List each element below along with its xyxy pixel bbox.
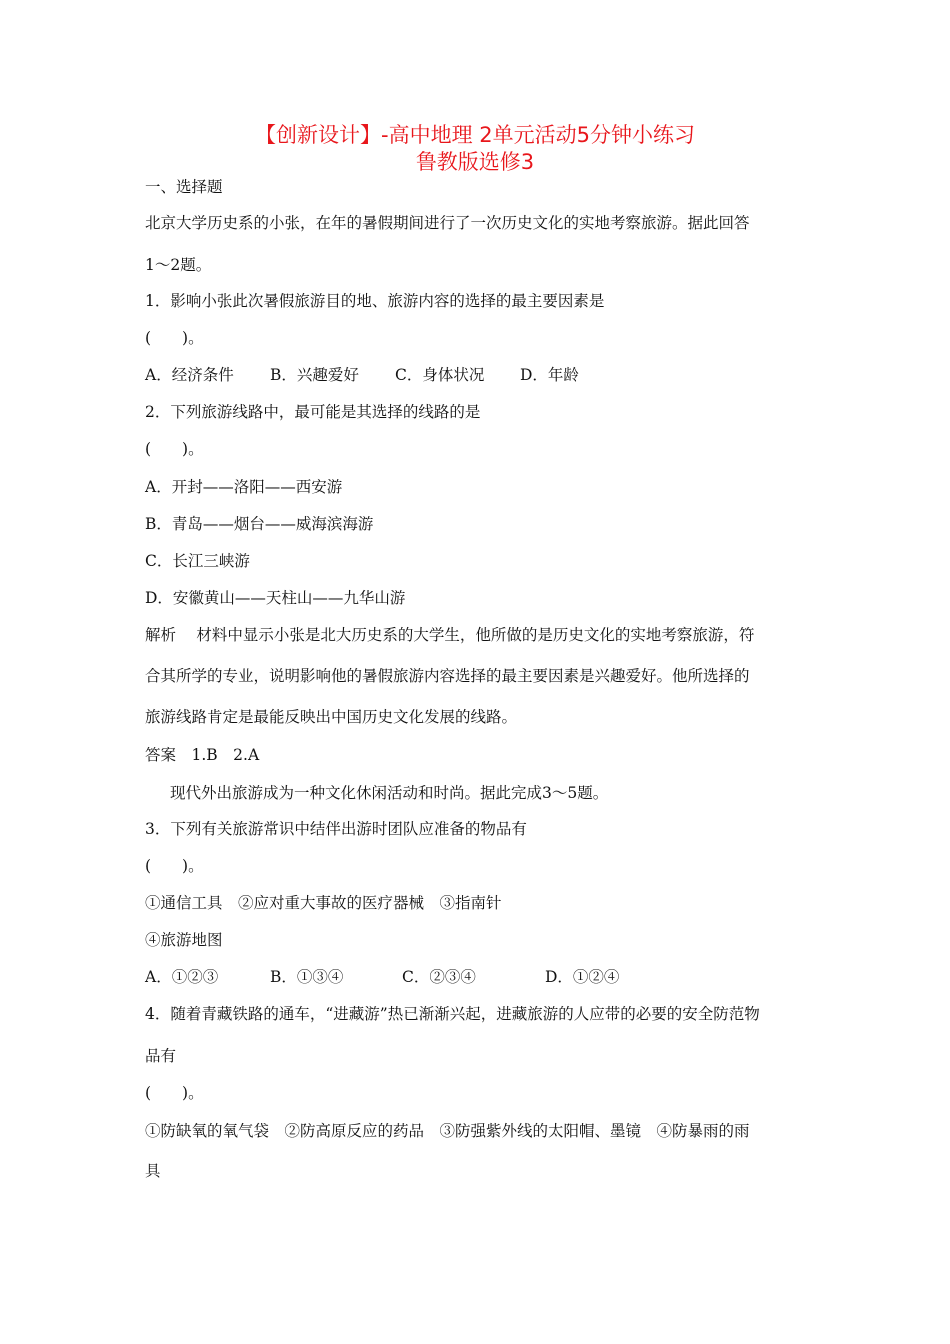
q4-stem-line-2: 品有 [145, 1047, 177, 1065]
q2-option-a: A．开封——洛阳——西安游 [145, 478, 343, 496]
q1-option-b: B．兴趣爱好 [270, 366, 359, 384]
q3-items-line-2: ④旅游地图 [145, 931, 223, 949]
analysis-line-2: 合其所学的专业，说明影响他的暑假旅游内容选择的最主要因素是兴趣爱好。他所选择的 [145, 667, 750, 685]
q2-option-c: C．长江三峡游 [145, 552, 250, 570]
q2-option-d: D．安徽黄山——天柱山——九华山游 [145, 589, 406, 607]
passage2-line: 现代外出旅游成为一种文化休闲活动和时尚。据此完成3～5题。 [170, 784, 609, 802]
document-title-line-1: 【创新设计】-高中地理 2单元活动5分钟小练习 [255, 123, 695, 147]
q3-option-b: B．①③④ [270, 968, 344, 986]
q3-stem: 3．下列有关旅游常识中结伴出游时团队应准备的物品有 [145, 820, 527, 838]
analysis-line-1: 解析 材料中显示小张是北大历史系的大学生，他所做的是历史文化的实地考察旅游，符 [145, 626, 755, 644]
q2-stem: 2．下列旅游线路中，最可能是其选择的线路的是 [145, 403, 481, 421]
q1-paren: ( )。 [145, 329, 204, 347]
q4-items-line-1: ①防缺氧的氧气袋 ②防高原反应的药品 ③防强紫外线的太阳帽、墨镜 ④防暴雨的雨 [145, 1122, 750, 1140]
q1-option-c: C．身体状况 [395, 366, 485, 384]
q4-stem-line-1: 4．随着青藏铁路的通车，“进藏游”热已渐渐兴起，进藏旅游的人应带的必要的安全防范物 [145, 1005, 760, 1023]
document-title-line-2: 鲁教版选修3 [415, 150, 535, 174]
passage1-line-1: 北京大学历史系的小张，在年的暑假期间进行了一次历史文化的实地考察旅游。据此回答 [145, 214, 750, 232]
q3-options [145, 966, 619, 988]
q1-option-a: A．经济条件 [145, 366, 234, 384]
answer-line: 答案 1.B 2.A [145, 746, 260, 764]
q1-option-d: D．年龄 [520, 366, 579, 384]
q2-paren: ( )。 [145, 440, 204, 458]
analysis-line-3: 旅游线路肯定是最能反映出中国历史文化发展的线路。 [145, 708, 518, 726]
q3-option-c: C．②③④ [402, 968, 476, 986]
q2-option-b: B．青岛——烟台——威海滨海游 [145, 515, 374, 533]
q3-items-line-1: ①通信工具 ②应对重大事故的医疗器械 ③指南针 [145, 894, 502, 912]
q3-option-d: D．①②④ [545, 968, 620, 986]
q4-paren: ( )。 [145, 1084, 204, 1102]
q1-options [145, 364, 579, 386]
q4-items-line-2: 具 [145, 1162, 161, 1180]
q3-option-a: A．①②③ [145, 968, 219, 986]
passage1-line-2: 1～2题。 [145, 256, 212, 274]
q1-stem: 1．影响小张此次暑假旅游目的地、旅游内容的选择的最主要因素是 [145, 292, 605, 310]
q3-paren: ( )。 [145, 857, 204, 875]
section-heading: 一、选择题 [145, 178, 223, 196]
